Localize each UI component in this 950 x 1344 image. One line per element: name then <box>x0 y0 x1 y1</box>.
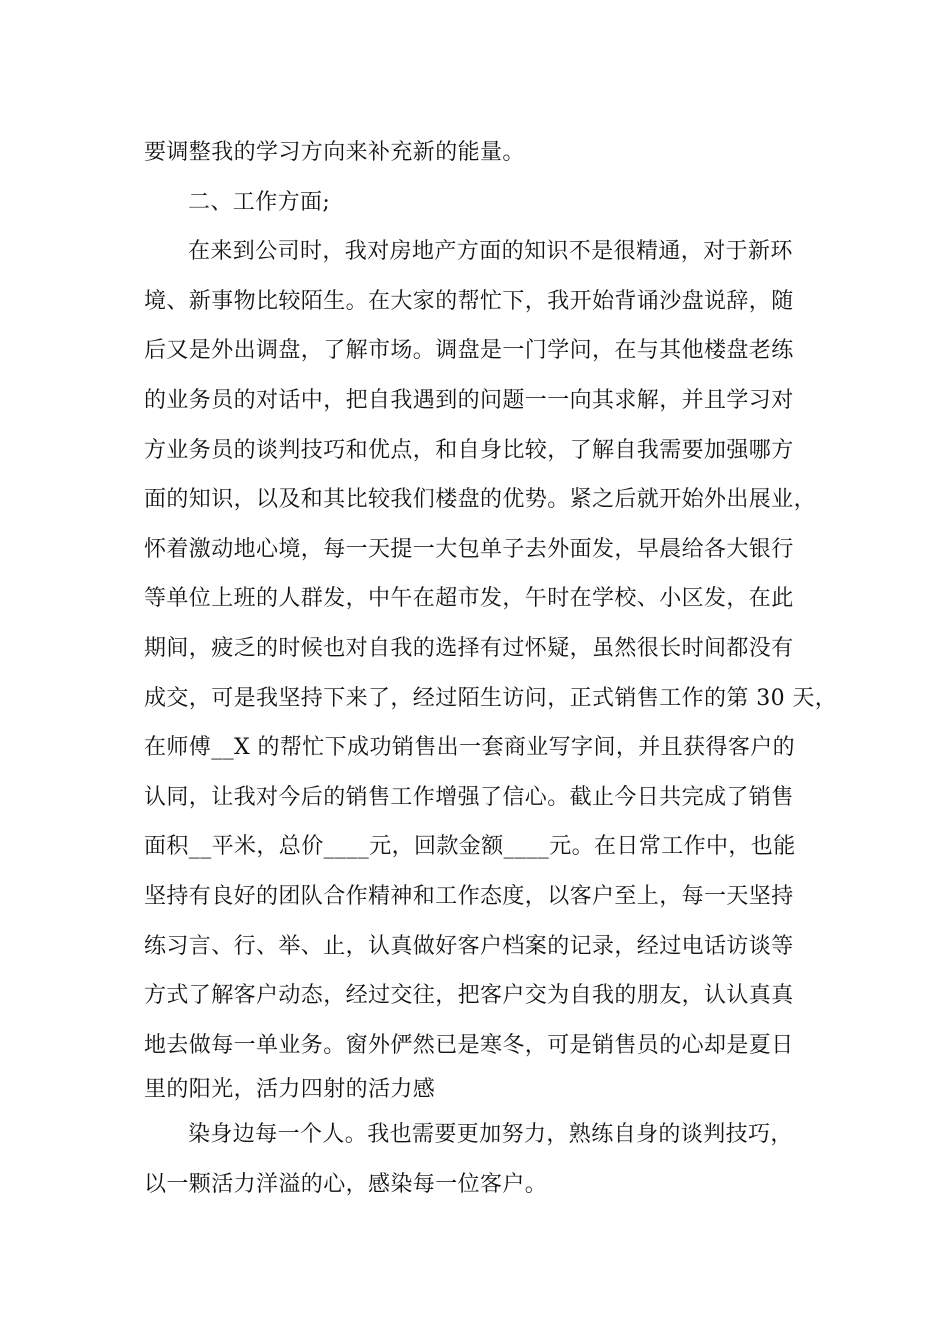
text-line: 要调整我的学习方向来补充新的能量。 <box>144 140 525 165</box>
text-line: 面积__平米，总价____元，回款金额____元。在日常工作中，也能 <box>144 834 796 860</box>
text-line: 地去做每一单业务。窗外俨然已是寒冬，可是销售员的心却是夏日 <box>144 1032 794 1058</box>
section-heading: 二、工作方面; <box>188 189 331 215</box>
text-line: 以一颗活力洋溢的心，感染每一位客户。 <box>144 1171 548 1197</box>
text-line: 怀着激动地心境，每一天提一大包单子去外面发，早晨给各大银行 <box>144 536 794 562</box>
text-line: 后又是外出调盘，了解市场。调盘是一门学问，在与其他楼盘老练 <box>144 338 794 364</box>
text-line: 方式了解客户动态，经过交往，把客户交为自我的朋友，认认真真 <box>144 983 794 1009</box>
text-line: 方业务员的谈判技巧和优点，和自身比较，了解自我需要加强哪方 <box>144 437 794 463</box>
text-line: 成交，可是我坚持下来了，经过陌生访问，正式销售工作的第 30 天， <box>144 685 838 711</box>
document-body <box>144 128 838 1209</box>
text-line: 境、新事物比较陌生。在大家的帮忙下，我开始背诵沙盘说辞，随 <box>144 288 794 314</box>
text-line: 等单位上班的人群发，中午在超市发，午时在学校、小区发，在此 <box>144 586 794 612</box>
text-line: 坚持有良好的团队合作精神和工作态度，以客户至上，每一天坚持 <box>144 883 794 909</box>
text-line: 练习言、行、举、止，认真做好客户档案的记录，经过电话访谈等 <box>144 933 794 959</box>
text-line: 染身边每一个人。我也需要更加努力，熟练自身的谈判技巧， <box>188 1122 793 1148</box>
text-line: 的业务员的对话中，把自我遇到的问题一一向其求解，并且学习对 <box>144 387 794 413</box>
text-line: 期间，疲乏的时候也对自我的选择有过怀疑，虽然很长时间都没有 <box>144 635 794 661</box>
text-line: 面的知识，以及和其比较我们楼盘的优势。紧之后就开始外出展业， <box>144 487 817 513</box>
text-line: 在来到公司时，我对房地产方面的知识不是很精通，对于新环 <box>188 239 793 265</box>
text-line: 认同，让我对今后的销售工作增强了信心。截止今日共完成了销售 <box>144 784 794 810</box>
text-line: 在师傅__X 的帮忙下成功销售出一套商业写字间，并且获得客户的 <box>144 735 796 761</box>
text-line: 里的阳光，活力四射的活力感 <box>144 1077 436 1103</box>
